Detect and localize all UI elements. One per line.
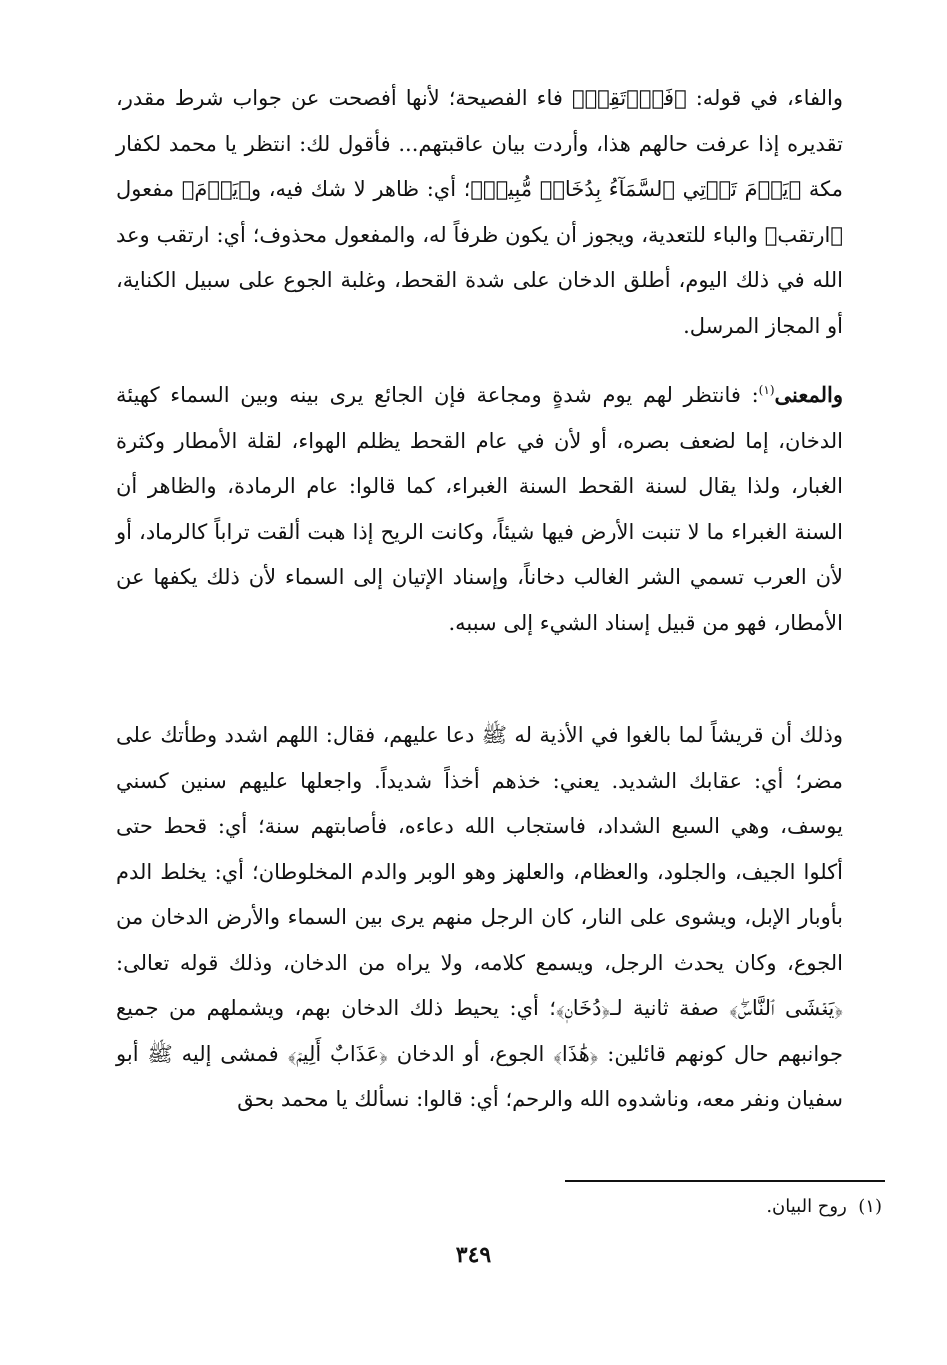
paragraph-meaning xyxy=(116,372,843,646)
footnote xyxy=(766,1187,882,1227)
footnote-reference[interactable]: (١) xyxy=(758,383,775,397)
paragraph-commentary-fa xyxy=(116,76,843,349)
footnote-divider xyxy=(565,1180,885,1182)
footnote-marker: (١) xyxy=(858,1196,882,1217)
paragraph-text: والفاء، في قوله: ﴿فَٱرۡتَقِبۡ﴾ فاء الفصيحة؛ لأنها أفصحت عن جواب شرط مقدر، تقديره إذا عرفت حالهم هذا، وأردت بيان عاقبتهم... فأقول لك: انتظر يا محمد لكفار مكة ﴿يَوۡمَ تَأۡتِي ٱلسَّمَآءُ بِدُخَانٖ مُّبِينٖ﴾؛ أي: ظاهر لا شك فيه، و﴿يَوۡمَ﴾ مفعول ﴿ارتقب﴾ والباء للتعدية، ويجوز أن يكون ظرفاً له، والمفعول محذوف؛ أي: ارتقب وعد الله في ذلك اليوم، أطلق الدخان على شدة القحط، وغلبة الجوع على سبيل الكناية، أو المجاز المرسل. xyxy=(116,86,843,338)
paragraph-lead-word: والمعنى xyxy=(774,382,843,407)
footnote-text: روح البيان. xyxy=(766,1196,847,1217)
paragraph-text: وذلك أن قريشاً لما بالغوا في الأذية له ﷺ دعا عليهم، فقال: اللهم اشدد وطأتك على مضر؛ أي: عقابك الشديد. يعني: خذهم أخذاً شديداً. واجعلها عليهم سنين كسني يوسف، وهي السبع الشداد، فاستجاب الله دعاءه، فأصابتهم سنة؛ أي: قحط حتى أكلوا الجيف، والجلود، والعظام، والعلهز وهو الوبر والدم المخلوطان؛ أي: يخلط الدم بأوبار الإبل، ويشوى على النار، كان الرجل منهم يرى بين السماء والأرض الدخان من الجوع، وكان يحدث الرجل، ويسمع كلامه، ولا يراه من الدخان، وذلك قوله تعالى: ﴿يَغۡشَى ٱلنَّاسَۖ﴾ صفة ثانية لـ﴿دُخَانٖ﴾؛ أي: يحيط ذلك الدخان بهم، ويشملهم من جميع جوانبهم حال كونهم قائلين: ﴿هَٰذَا﴾ الجوع، أو الدخان ﴿عَذَابٌ أَلِيمٞ﴾ فمشى إليه ﷺ أبو سفيان ونفر معه، وناشدوه الله والرحم؛ أي: قالوا: نسألك يا محمد بحق xyxy=(116,723,843,1111)
page-number: ٣٤٩ xyxy=(455,1242,492,1268)
paragraph-quraysh-story xyxy=(116,713,843,1123)
paragraph-text: : فانتظر لهم يوم شدةٍ ومجاعة فإن الجائع يرى بينه وبين السماء كهيئة الدخان، إما لضعف بصره، أو لأن في عام القحط يظلم الهواء، لقلة الأمطار وكثرة الغبار، ولذا يقال لسنة القحط السنة الغبراء، كما قالوا: عام الرمادة، والظاهر أن السنة الغبراء ما لا تنبت الأرض فيها شيئاً، وكانت الريح إذا هبت ألقت تراباً كالرماد، أو لأن العرب تسمي الشر الغالب دخاناً، وإسناد الإتيان إلى السماء لأن ذلك يكفها عن الأمطار، فهو من قبيل إسناد الشيء إلى سببه. xyxy=(116,383,843,635)
